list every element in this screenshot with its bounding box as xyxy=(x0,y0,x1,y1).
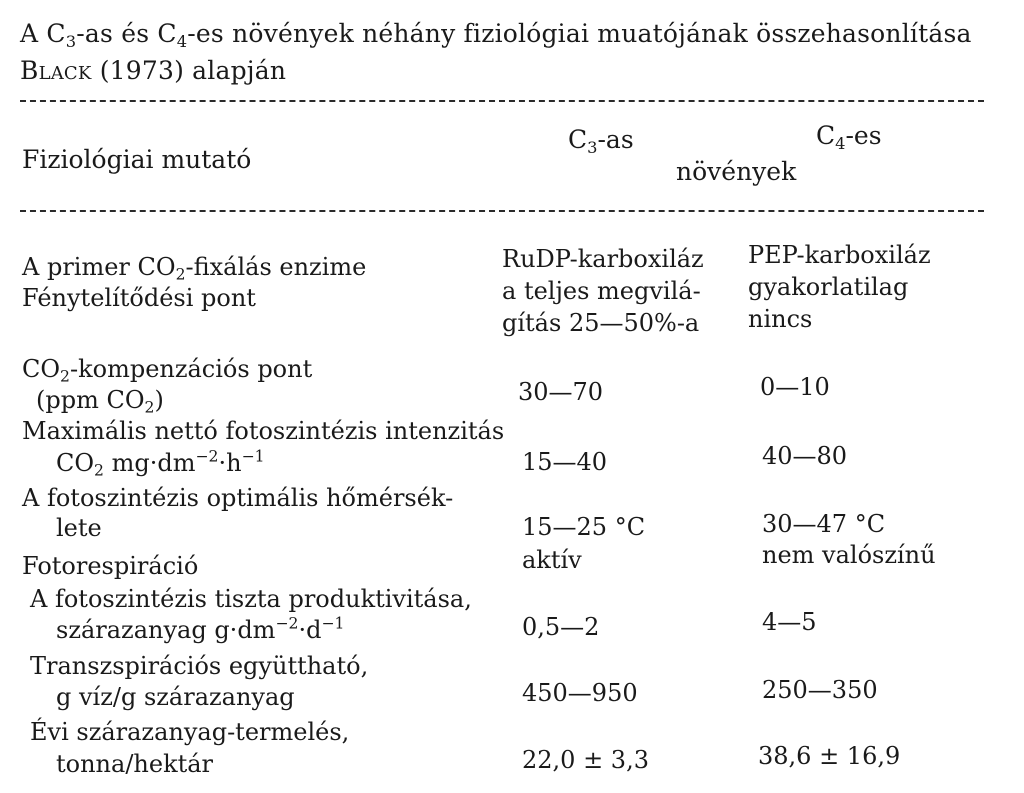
row9-label-line2: tonna/hektár xyxy=(56,750,214,778)
row9-label-line1: Évi szárazanyag-termelés, xyxy=(30,718,350,746)
table-caption-line1: A $C_3-as$ és $C_4-es$ növények néhány fiziológiai muatójának összehasonlítása xyxy=(20,19,972,51)
row2-label: Fénytelítődési pont xyxy=(22,284,256,312)
row5-label-line1: A fotoszintézis optimális hőmérsék- xyxy=(22,484,454,512)
row2-c4-line1: gyakorlatilag xyxy=(748,273,909,301)
row2-c4-line2: nincs xyxy=(748,305,813,333)
header-indicator: Fiziológiai mutató xyxy=(22,145,252,174)
row8-label-line1: Transzspirációs együttható, xyxy=(30,652,369,680)
row9-c4: 38,6 ± 16,9 xyxy=(758,742,901,770)
row6-label: Fotorespiráció xyxy=(22,552,199,580)
header-plants: növények xyxy=(676,157,797,186)
row9-c3: 22,0 ± 3,3 xyxy=(522,746,649,774)
row3-label-line2: (ppm $CO_2$) xyxy=(36,386,164,417)
row5-c3: 15—25 °C xyxy=(522,513,646,541)
row7-c3: 0,5—2 xyxy=(522,613,600,641)
row3-c3: 30—70 xyxy=(518,378,604,406)
row5-c4: 30—47 °C xyxy=(762,510,886,538)
row4-label-line1: Maximális nettó fotoszintézis intenzitás xyxy=(22,417,505,445)
header-c4: $C_4-es$ xyxy=(816,121,882,153)
row8-c3: 450—950 xyxy=(522,679,638,707)
row7-label-line1: A fotoszintézis tiszta produktivitása, xyxy=(30,585,472,613)
row1-c4: PEP-karboxiláz xyxy=(748,241,931,269)
row2-c3-line2: gítás 25—50%-a xyxy=(502,309,700,337)
row6-c3: aktív xyxy=(522,546,582,574)
header-bottom-rule xyxy=(20,210,984,212)
row4-c4: 40—80 xyxy=(762,442,848,470)
header-c3: $C_3-as$ xyxy=(568,125,634,157)
row1-label: A primer $CO_2$-fixálás enzime xyxy=(22,253,367,284)
row7-c4: 4—5 xyxy=(762,608,817,636)
row4-label-line2: $CO_2$ $mg\cdot dm^{-2}\cdot h^{-1}$ xyxy=(56,447,265,480)
author-name: Black xyxy=(20,56,92,85)
row2-c3-line1: a teljes megvilá- xyxy=(502,277,701,305)
row5-label-line2: lete xyxy=(56,514,102,542)
row1-c3: RuDP-karboxiláz xyxy=(502,245,704,273)
row8-c4: 250—350 xyxy=(762,676,878,704)
row4-c3: 15—40 xyxy=(522,448,608,476)
row7-label-line2: szárazanyag $g\cdot dm^{-2}\cdot d^{-1}$ xyxy=(56,614,345,644)
row8-label-line2: g víz/g szárazanyag xyxy=(56,683,295,711)
table-caption-line2: Black (1973) alapján xyxy=(20,56,287,85)
row3-label-line1: $CO_2$-kompenzációs pont xyxy=(22,355,313,386)
row6-c4: nem valószínű xyxy=(762,541,936,569)
row3-c4: 0—10 xyxy=(760,373,830,401)
header-top-rule xyxy=(20,100,984,102)
